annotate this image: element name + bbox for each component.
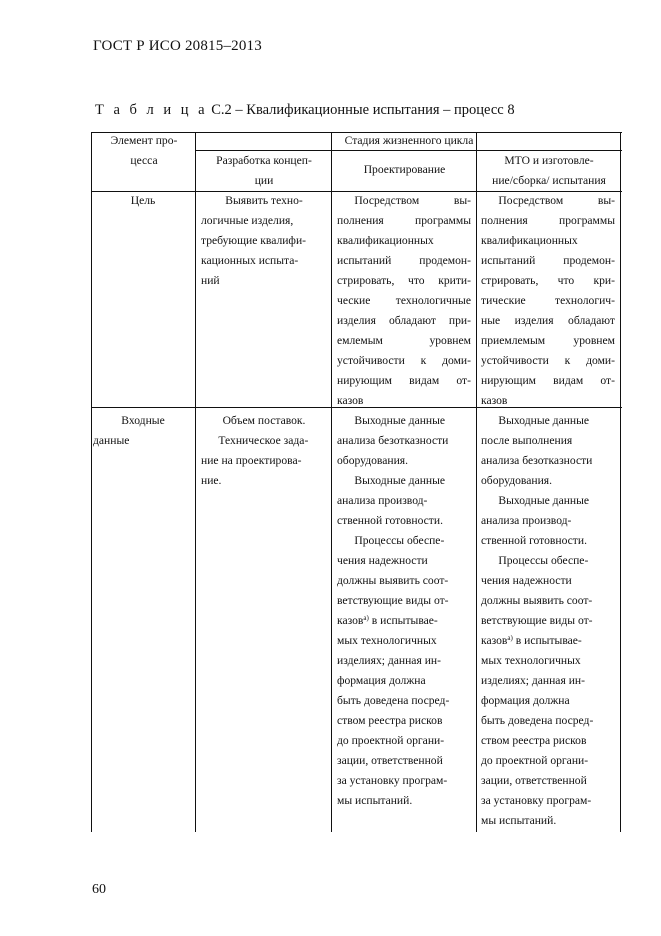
- page-number: 60: [92, 882, 106, 897]
- row-goal-mto: Посредством вы- полнения программы квалификационных испытаний продемон- стрировать, что кри- тические технологич- ные изделия обладают приемлемым уровнем устойчивости к доми- нирующим видам от- казов: [481, 194, 615, 407]
- row-input-mto: Выходные данные после выполнения анализа безотказности оборудования. Выходные данные анализа производ- ственной готовности. Процессы обеспе- чения надежности должны выявить соот- ветствующие виды от- казов$^{а)}$ в испытывае- мых технологичных изделиях; данная ин- формация должна быть доведена посред- ством реестра рисков до проектной органи- зации, ответственной за установку програм- мы испытаний.: [481, 414, 594, 827]
- row-input-label: Входные данные: [93, 414, 165, 447]
- row-goal-label: Цель: [130, 194, 156, 207]
- table-caption-prefix: Т а б л и ц а: [95, 102, 208, 118]
- header-design: Проектирование: [363, 163, 446, 176]
- row-input-concept: Объем поставок. Техническое зада- ние на проектирова- ние.: [201, 414, 309, 487]
- header-element: Элемент про- цесса: [110, 134, 178, 167]
- table-caption-text: С.2 – Квалификационные испытания – процесс 8: [211, 102, 515, 118]
- header-mto: МТО и изготовле- ние/сборка/ испытания: [492, 154, 606, 187]
- row-goal-concept: Выявить техно- логичные изделия, требующие квалифи- кационных испыта- ний: [201, 194, 307, 287]
- row-goal-design: Посредством вы- полнения программы квалификационных испытаний продемон- стрировать, что крити- ческие технологичные изделия обладают при- емлемым уровнем устойчивости к доми- нирующим видам от- казов: [337, 194, 471, 407]
- document-header: ГОСТ Р ИСО 20815–2013: [93, 38, 262, 54]
- header-concept: Разработка концеп- ции: [216, 154, 312, 187]
- table-caption: [95, 102, 515, 119]
- header-stage: Стадия жизненного цикла: [344, 134, 474, 147]
- qualification-table: [91, 132, 622, 832]
- footnote-mark: а): [507, 634, 513, 642]
- footnote-mark: а): [363, 614, 369, 622]
- row-input-design: Выходные данные анализа безотказности оборудования. Выходные данные анализа производ- ственной готовности. Процессы обеспе- чения надежности должны выявить соот- ветствующие виды от- казов$^{а)}$ в испытывае- мых технологичных изделиях; данная ин- формация должна быть доведена посред- ством реестра рисков до проектной органи- зации, ответственной за установку програм- мы испытаний.: [337, 414, 450, 807]
